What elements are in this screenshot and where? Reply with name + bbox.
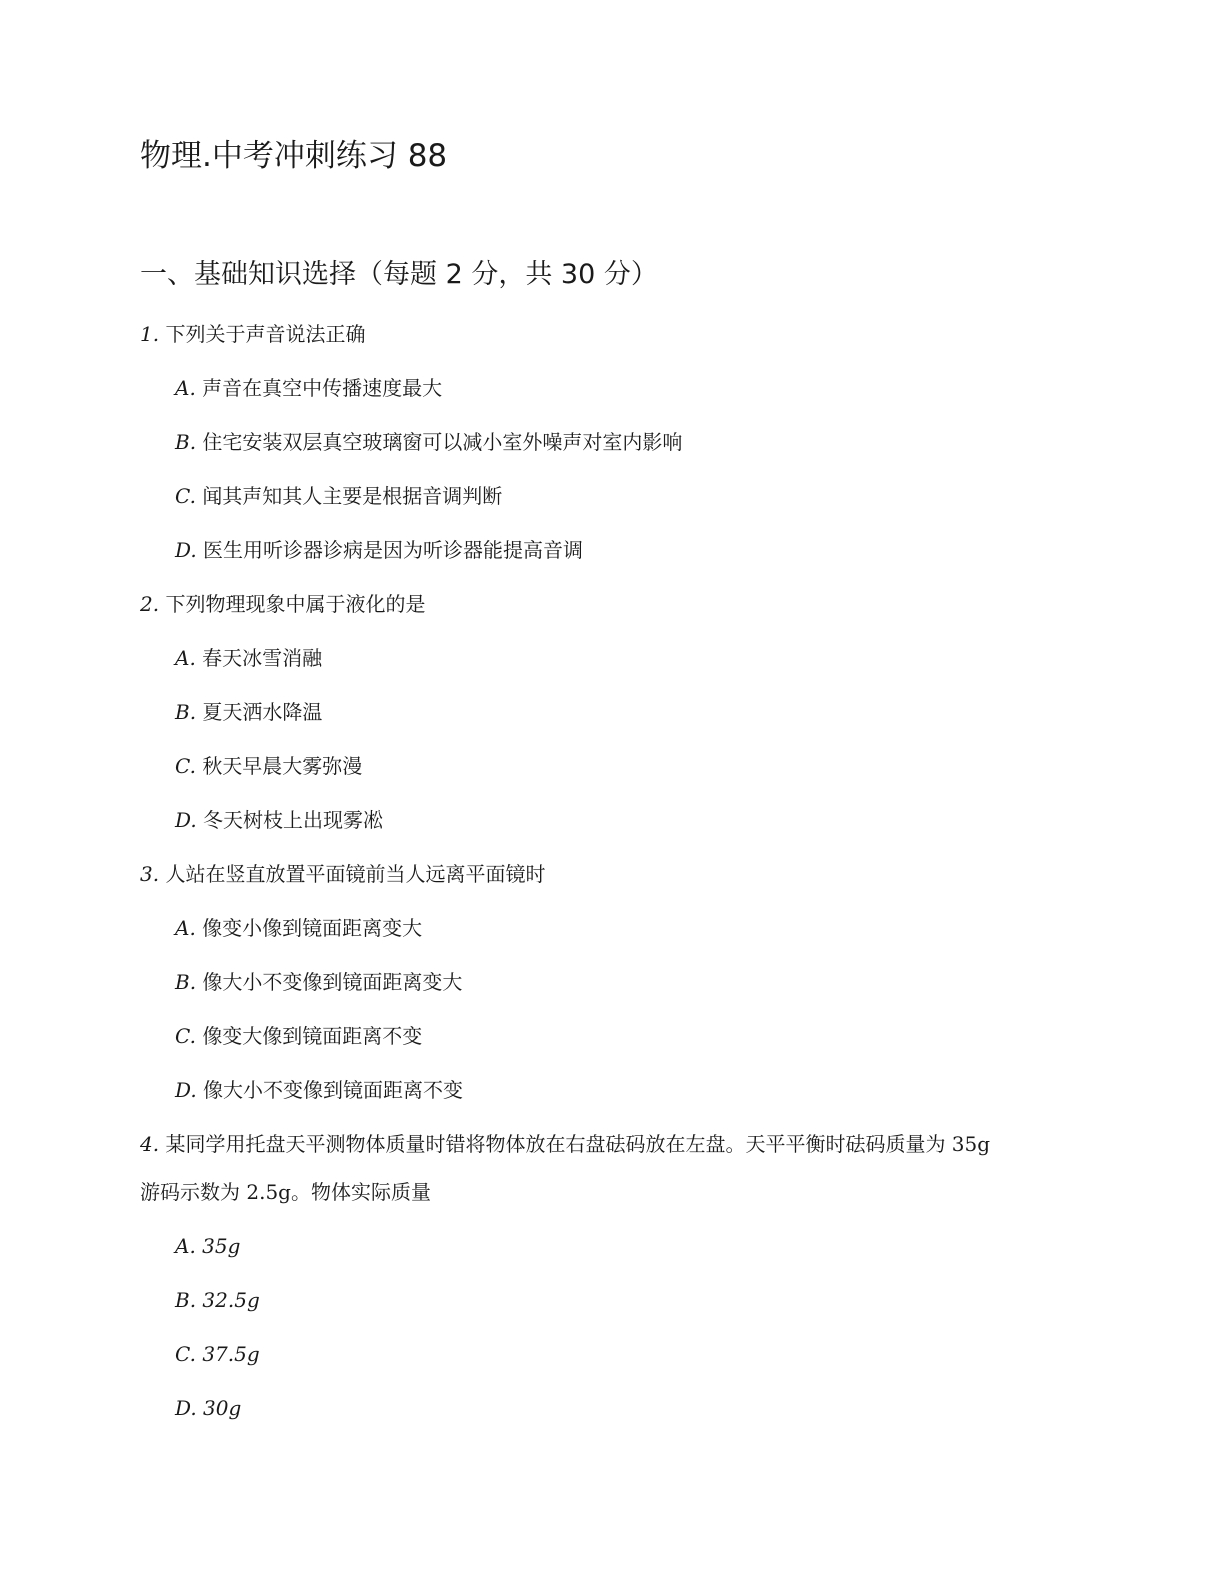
option-text: 住宅安装双层真空玻璃窗可以减小室外噪声对室内影响 — [202, 430, 683, 454]
question-4 — [140, 1130, 990, 1158]
option-text: 冬天树枝上出现雾凇 — [203, 808, 384, 832]
option-letter: D. — [175, 538, 197, 562]
question-4-option-b — [175, 1286, 260, 1314]
question-2-option-c — [175, 752, 362, 780]
option-letter: A. — [175, 376, 196, 400]
option-text: 32.5g — [202, 1288, 260, 1312]
option-text: 声音在真空中传播速度最大 — [202, 376, 443, 400]
option-text: 像大小不变像到镜面距离变大 — [202, 970, 463, 994]
option-letter: D. — [175, 1078, 197, 1102]
section-heading: 一、基础知识选择（每题 2 分，共 30 分） — [140, 259, 658, 290]
option-text: 37.5g — [202, 1342, 260, 1366]
option-text: 像变小像到镜面距离变大 — [202, 916, 423, 940]
question-stem: 人站在竖直放置平面镜前当人远离平面镜时 — [165, 862, 546, 886]
option-letter: D. — [175, 1396, 197, 1420]
question-3 — [140, 860, 545, 888]
option-letter: C. — [175, 754, 196, 778]
question-number: 1. — [140, 322, 160, 346]
question-2 — [140, 590, 425, 618]
question-stem: 某同学用托盘天平测物体质量时错将物体放在右盘砝码放在左盘。天平平衡时砝码质量为 35g — [165, 1132, 991, 1156]
option-text: 夏天洒水降温 — [202, 700, 323, 724]
option-letter: B. — [175, 430, 197, 454]
question-3-option-c — [175, 1022, 422, 1050]
option-text: 医生用听诊器诊病是因为听诊器能提高音调 — [203, 538, 584, 562]
document-title: 物理.中考冲刺练习 88 — [140, 138, 448, 174]
question-1 — [140, 320, 365, 348]
question-4-option-d — [175, 1394, 241, 1422]
option-letter: B. — [175, 970, 197, 994]
question-4-option-c — [175, 1340, 260, 1368]
option-text: 35g — [202, 1234, 241, 1258]
option-letter: A. — [175, 646, 196, 670]
option-letter: D. — [175, 808, 197, 832]
question-number: 4. — [140, 1132, 160, 1156]
option-text: 30g — [203, 1396, 242, 1420]
option-text: 像大小不变像到镜面距离不变 — [203, 1078, 464, 1102]
question-3-option-d — [175, 1076, 463, 1104]
option-letter: B. — [175, 1288, 197, 1312]
option-letter: A. — [175, 916, 196, 940]
question-3-option-a — [175, 914, 422, 942]
option-text: 闻其声知其人主要是根据音调判断 — [202, 484, 503, 508]
question-1-option-a — [175, 374, 442, 402]
option-letter: B. — [175, 700, 197, 724]
question-2-option-b — [175, 698, 322, 726]
question-4-continued — [140, 1178, 431, 1206]
question-2-option-d — [175, 806, 383, 834]
option-letter: C. — [175, 484, 196, 508]
question-1-option-b — [175, 428, 682, 456]
option-text: 秋天早晨大雾弥漫 — [202, 754, 363, 778]
question-number: 3. — [140, 862, 160, 886]
question-number: 2. — [140, 592, 160, 616]
question-2-option-a — [175, 644, 322, 672]
question-stem: 下列关于声音说法正确 — [165, 322, 366, 346]
option-letter: C. — [175, 1024, 196, 1048]
option-text: 春天冰雪消融 — [202, 646, 323, 670]
option-letter: A. — [175, 1234, 196, 1258]
question-stem-continued: 游码示数为 2.5g。物体实际质量 — [140, 1180, 431, 1204]
question-stem: 下列物理现象中属于液化的是 — [165, 592, 426, 616]
question-1-option-d — [175, 536, 583, 564]
question-1-option-c — [175, 482, 502, 510]
question-3-option-b — [175, 968, 462, 996]
option-text: 像变大像到镜面距离不变 — [202, 1024, 423, 1048]
question-4-option-a — [175, 1232, 240, 1260]
option-letter: C. — [175, 1342, 196, 1366]
